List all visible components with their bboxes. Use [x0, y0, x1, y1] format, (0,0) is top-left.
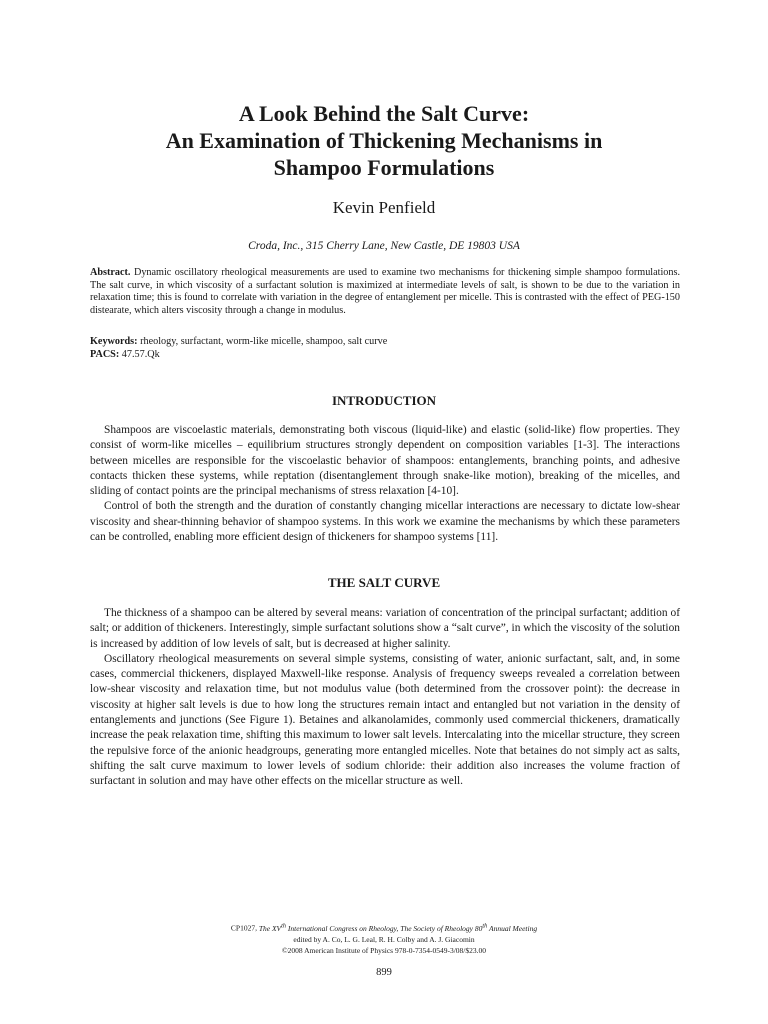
footer-sup-1: th — [281, 922, 286, 929]
author-name: Kevin Penfield — [332, 198, 436, 217]
keywords-label: Keywords: — [90, 336, 138, 347]
introduction-body — [90, 423, 680, 545]
pacs-text: 47.57.Qk — [121, 348, 160, 360]
keywords-block — [90, 336, 680, 361]
keywords-text: rheology, surfactant, worm-like micelle, shampoo, salt curve — [140, 336, 388, 347]
salt-curve-paragraph-1: The thickness of a shampoo can be altered by several means: variation of concentration of the principal surfactant; addition of salt; or addition of thickeners. Interestingly, simple surfactant solutions show a “salt curve”, in which the viscosity of the solution is increased by addition of low levels of salt, but is decreased at higher salinity. — [90, 607, 680, 650]
pacs-label: PACS: — [90, 348, 120, 360]
title-line-3: Shampoo Formulations — [273, 155, 495, 180]
footer-meeting: Annual Meeting — [488, 923, 538, 933]
footer-society: International Congress on Rheology, The Society of Rheology 80 — [287, 923, 483, 933]
publication-footer — [0, 920, 768, 956]
introduction-paragraph-1: Shampoos are viscoelastic materials, demonstrating both viscous (liquid-like) and elastic (solid-like) flow properties. They consist of worm-like micelles – equilibrium structures strongly dependent on composition variables [1-3]. The interactions between micelles are responsible for the viscoelastic behavior of shampoos: entanglements, branching points, and adhesive contacts thicken these systems, while reptation (disentanglement through snake-like motion), breaking of the micelles, and sliding of contact points are the principal mechanisms of stress relaxation [4-10]. — [90, 424, 680, 498]
keywords-line — [90, 336, 680, 349]
salt-curve-paragraph-2: Oscillatory rheological measurements on several simple systems, consisting of water, anionic surfactant, salt, and, in some cases, commercial thickeners, displayed Maxwell-like response. Analysis of frequency sweeps revealed a correlation between low-shear viscosity and relaxation time, but not modulus value (both determined from the crossover point): the decrease in viscosity at higher salt levels is due to how long the structures remain intact and entangled but not variation in the density of entanglements and junctions (See Figure 1). Betaines and alkanolamides, commonly used commercial thickeners, dramatically increase the peak relaxation time, shifting this maximum to lower salt levels. Intercalating into the micellar structure, they screen the repulsive force of the anionic headgroups, generating more entangled micelles. Note that betaines do not simply act as salts, shifting the salt curve maximum to lower levels of sodium chloride: their addition also increases the volume fraction of surfactant in solution and may have other effects on the micellar structure as well. — [90, 652, 680, 788]
page-number: 899 — [376, 967, 392, 978]
author-affiliation: Croda, Inc., 315 Cherry Lane, New Castle, DE 19803 USA — [248, 240, 520, 252]
footer-congress-text: The XV — [258, 923, 282, 933]
footer-line-2: edited by A. Co, L. G. Leal, R. H. Colby and A. J. Giacomin — [293, 934, 475, 944]
title-line-2: An Examination of Thickening Mechanisms in — [165, 128, 603, 153]
pacs-line — [90, 349, 680, 362]
footer-line-3: ©2008 American Institute of Physics 978-0-7354-0549-3/08/$23.00 — [281, 945, 486, 955]
title-line-1: A Look Behind the Salt Curve: — [238, 101, 530, 126]
abstract-label: Abstract. — [90, 267, 131, 278]
introduction-paragraph-2: Control of both the strength and the duration of constantly changing micellar interactions are necessary to dictate low-shear viscosity and shear-thinning behavior of shampoo systems. In this work we examine the mechanisms by which these parameters can be controlled, enabling more efficient design of thickeners for shampoo systems [11]. — [90, 500, 680, 544]
footer-congress — [259, 924, 537, 933]
introduction-heading: INTRODUCTION — [331, 393, 436, 408]
footer-sup-2: th — [482, 922, 488, 929]
paper-title — [120, 100, 648, 181]
abstract-text: Dynamic oscillatory rheological measurements are used to examine two mechanisms for thickening simple shampoo formulations. The salt curve, in which viscosity of a surfactant solution is maximized at intermediate levels of salt, is shown to be due to the variation in relaxation time; this is found to correlate with variation in the degree of entanglement per micelle. This is contrasted with the effect of PEG-150 distearate, which alters viscosity through a change in modulus. — [90, 267, 680, 316]
salt-curve-heading: THE SALT CURVE — [327, 575, 441, 590]
footer-cp: CP1027, — [230, 923, 257, 933]
footer-line-1 — [0, 920, 768, 934]
salt-curve-body — [90, 606, 680, 790]
abstract — [90, 267, 680, 317]
